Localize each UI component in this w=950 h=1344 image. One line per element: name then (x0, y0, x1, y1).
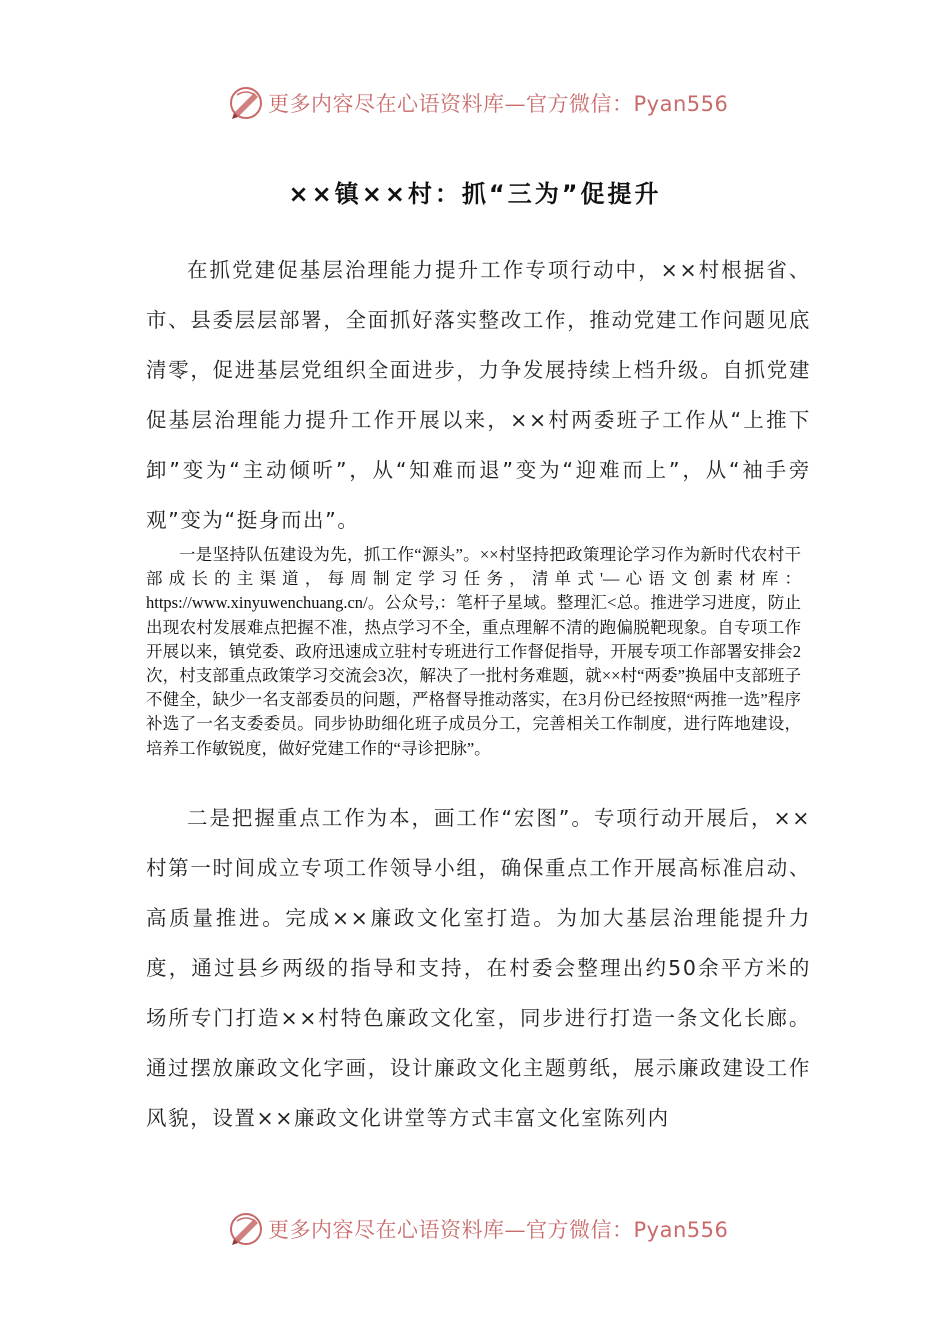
pen-logo-icon (228, 1211, 264, 1247)
banner-wechat-id: Pyan556 (633, 92, 729, 116)
paragraph-key-work: 二是把握重点工作为本，画工作“宏图”。专项行动开展后，××村第一时间成立专项工作领导小组，确保重点工作开展高标准启动、高质量推进。完成××廉政文化室打造。为加大基层治理能提升力度，通过县乡两级的指导和支持，在村委会整理出约50余平方米的场所专门打造××村特色廉政文化室，同步进行打造一条文化长廊。通过摆放廉政文化字画，设计廉政文化主题剪纸，展示廉政建设工作风貌，设置××廉政文化讲堂等方式丰富文化室陈列内 (146, 806, 811, 1130)
footer-banner (228, 1209, 748, 1249)
banner-text: 更多内容尽在心语资料库—官方微信：Pyan556 (268, 92, 729, 116)
banner-text: 更多内容尽在心语资料库—官方微信：Pyan556 (268, 1218, 729, 1242)
paragraph-team-building: 一是坚持队伍建设为先，抓工作“源头”。××村坚持把政策理论学习作为新时代农村干部成长的主渠道，每周制定学习任务，清单式'—心语文创素材库：https://www.xinyuwenchuang.cn/。公众号,：笔杆子星域。整理汇<总。推进学习进度，防止出现农村发展难点把握不准，热点学习不全，重点理解不清的跑偏脱靶现象。自专项工作开展以来，镇党委、政府迅速成立驻村专班进行工作督促指导，开展专项工作部署安排会2次，村支部重点政策学习交流会3次，解决了一批村务难题，就××村“两委”换届中支部班子不健全，缺少一名支部委员的问题，严格督导推动落实，在3月份已经按照“两推一选”程序补选了一名支委委员。同步协助细化班子成员分工，完善相关工作制度，进行阵地建设，培养工作敏锐度，做好党建工作的“寻诊把脉”。 (146, 545, 801, 758)
paragraph-intro: 在抓党建促基层治理能力提升工作专项行动中，××村根据省、市、县委层层部署，全面抓好落实整改工作，推动党建工作问题见底清零，促进基层党组织全面进步，力争发展持续上档升级。自抓党建促基层治理能力提升工作开展以来，××村两委班子工作从“上推下卸”变为“主动倾听”，从“知难而退”变为“迎难而上”，从“袖手旁观”变为“挺身而出”。 (146, 258, 811, 532)
header-banner (228, 83, 748, 123)
banner-wechat-id: Pyan556 (633, 1218, 729, 1242)
document-title: ××镇××村：抓“三为”促提升 (288, 180, 662, 208)
pen-logo-icon (228, 85, 264, 121)
